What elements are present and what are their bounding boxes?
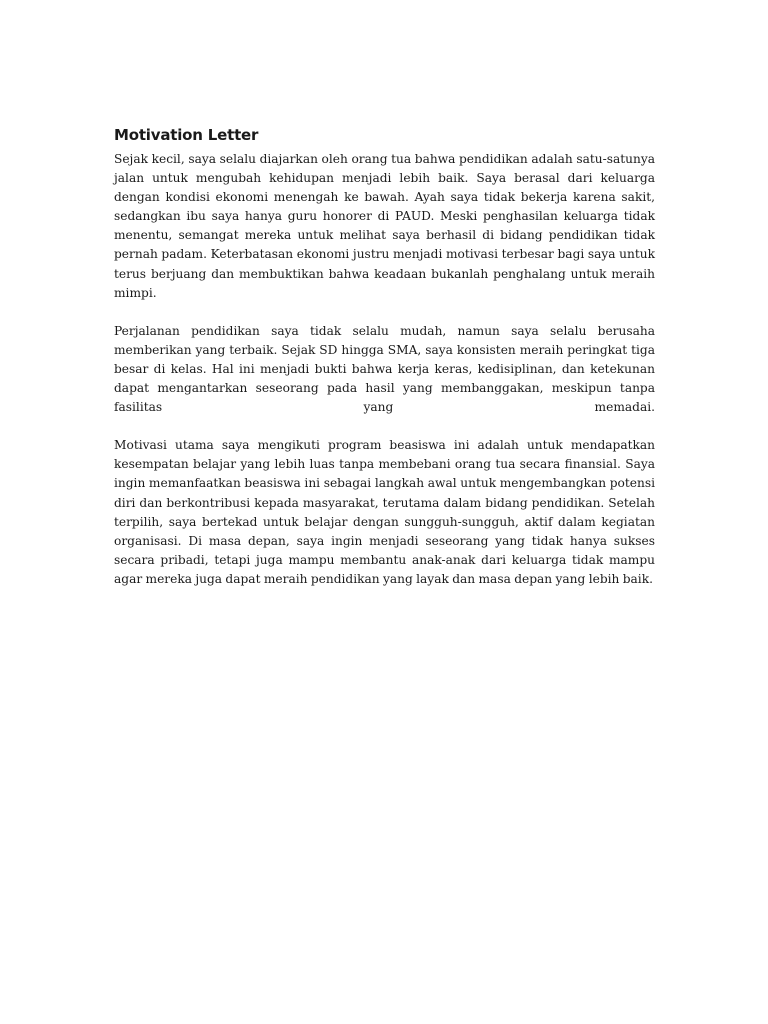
document-page xyxy=(114,124,655,589)
paragraph-gap xyxy=(114,417,655,436)
paragraph-3: Motivasi utama saya mengikuti program beasiswa ini adalah untuk mendapatkan kesempatan belajar yang lebih luas tanpa membebani orang tua secara finansial. Saya ingin memanfaatkan beasiswa ini sebagai langkah awal untuk mengembangkan potensi diri dan berkontribusi kepada masyarakat, terutama dalam bidang pendidikan. Setelah terpilih, saya bertekad untuk belajar dengan sungguh-sungguh, aktif dalam kegiatan organisasi. Di masa depan, saya ingin menjadi seseorang yang tidak hanya sukses secara pribadi, tetapi juga mampu membantu anak-anak dari keluarga tidak mampu agar mereka juga dapat meraih pendidikan yang layak dan masa depan yang lebih baik. xyxy=(114,438,655,586)
paragraph-gap xyxy=(114,303,655,322)
paragraph-1: Sejak kecil, saya selalu diajarkan oleh orang tua bahwa pendidikan adalah satu-satunya jalan untuk mengubah kehidupan menjadi lebih baik. Saya berasal dari keluarga dengan kondisi ekonomi menengah ke bawah. Ayah saya tidak bekerja karena sakit, sedangkan ibu saya hanya guru honorer di PAUD. Meski penghasilan keluarga tidak menentu, semangat mereka untuk melihat saya berhasil di bidang pendidikan tidak pernah padam. Keterbatasan ekonomi justru menjadi motivasi terbesar bagi saya untuk terus berjuang dan membuktikan bahwa keadaan bukanlah penghalang untuk meraih mimpi. xyxy=(114,152,655,300)
paragraph-2: Perjalanan pendidikan saya tidak selalu mudah, namun saya selalu berusaha memberikan yang terbaik. Sejak SD hingga SMA, saya konsisten meraih peringkat tiga besar di kelas. Hal ini menjadi bukti bahwa kerja keras, kedisiplinan, dan ketekunan dapat mengantarkan seseorang pada hasil yang membanggakan, meskipun tanpa fasilitas yang memadai. xyxy=(114,323,655,415)
document-title: Motivation Letter xyxy=(114,126,259,144)
